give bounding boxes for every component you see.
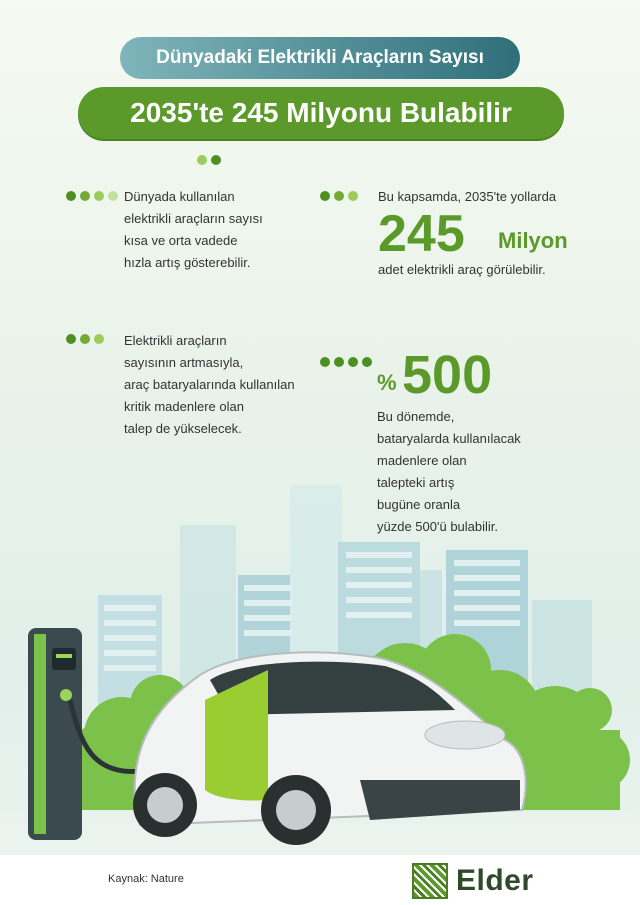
block2-outro: adet elektrikli araç görülebilir. bbox=[378, 262, 546, 277]
dot bbox=[80, 191, 90, 201]
dot bbox=[94, 334, 104, 344]
brand-name: Elder bbox=[456, 864, 534, 897]
source-label: Kaynak: Nature bbox=[108, 873, 184, 885]
dot bbox=[334, 357, 344, 367]
dot bbox=[94, 191, 104, 201]
dot bbox=[66, 334, 76, 344]
block1-text bbox=[124, 186, 263, 274]
block1-line: hızla artış gösterebilir. bbox=[124, 255, 251, 270]
city-car-illustration bbox=[0, 480, 640, 860]
dot bbox=[197, 155, 207, 165]
dot bbox=[362, 357, 372, 367]
bullet-dots-3 bbox=[66, 334, 104, 344]
footer bbox=[0, 855, 640, 905]
dot bbox=[348, 191, 358, 201]
block3-line: talep de yükselecek. bbox=[124, 421, 242, 436]
block1-line: elektrikli araçların sayısı bbox=[124, 211, 263, 226]
dot bbox=[334, 191, 344, 201]
block3-line: Elektrikli araçların bbox=[124, 333, 227, 348]
title-pill bbox=[78, 87, 564, 139]
bullet-dots-2 bbox=[320, 191, 358, 201]
big-number-245: 245 bbox=[378, 205, 465, 263]
logo-mark-icon bbox=[412, 863, 448, 899]
dot bbox=[320, 191, 330, 201]
block3-line: kritik madenlere olan bbox=[124, 399, 244, 414]
big-number-500: 500 bbox=[402, 345, 493, 405]
bullet-dots-1 bbox=[66, 191, 118, 201]
block1-line: kısa ve orta vadede bbox=[124, 233, 238, 248]
dot bbox=[211, 155, 221, 165]
page-title: 2035'te 245 Milyonu Bulabilir bbox=[130, 97, 512, 128]
block3-text bbox=[124, 330, 295, 440]
dot bbox=[320, 357, 330, 367]
block1-line: Dünyada kullanılan bbox=[124, 189, 235, 204]
brand-logo[interactable] bbox=[412, 863, 534, 899]
bullet-dots-4 bbox=[320, 357, 372, 367]
block4-line: talepteki artış bbox=[377, 475, 455, 490]
block2-intro: Bu kapsamda, 2035'te yollarda bbox=[378, 189, 557, 204]
unit-milyon: Milyon bbox=[498, 228, 568, 253]
subtitle: Dünyadaki Elektrikli Araçların Sayısı bbox=[156, 47, 484, 68]
dot bbox=[66, 191, 76, 201]
block4-line: Bu dönemde, bbox=[377, 409, 455, 424]
block4-line: bataryalarda kullanılacak bbox=[377, 431, 521, 446]
percent-sign: % bbox=[377, 370, 397, 395]
block4-line: bugüne oranla bbox=[377, 497, 461, 512]
divider-dots bbox=[197, 155, 221, 165]
block3-line: sayısının artmasıyla, bbox=[124, 355, 244, 370]
dot bbox=[108, 191, 118, 201]
block3-line: araç bataryalarında kullanılan bbox=[124, 377, 295, 392]
dot bbox=[348, 357, 358, 367]
dot bbox=[80, 334, 90, 344]
block4-line: yüzde 500'ü bulabilir. bbox=[377, 519, 499, 534]
subtitle-pill bbox=[120, 37, 520, 79]
block4-line: madenlere olan bbox=[377, 453, 467, 468]
